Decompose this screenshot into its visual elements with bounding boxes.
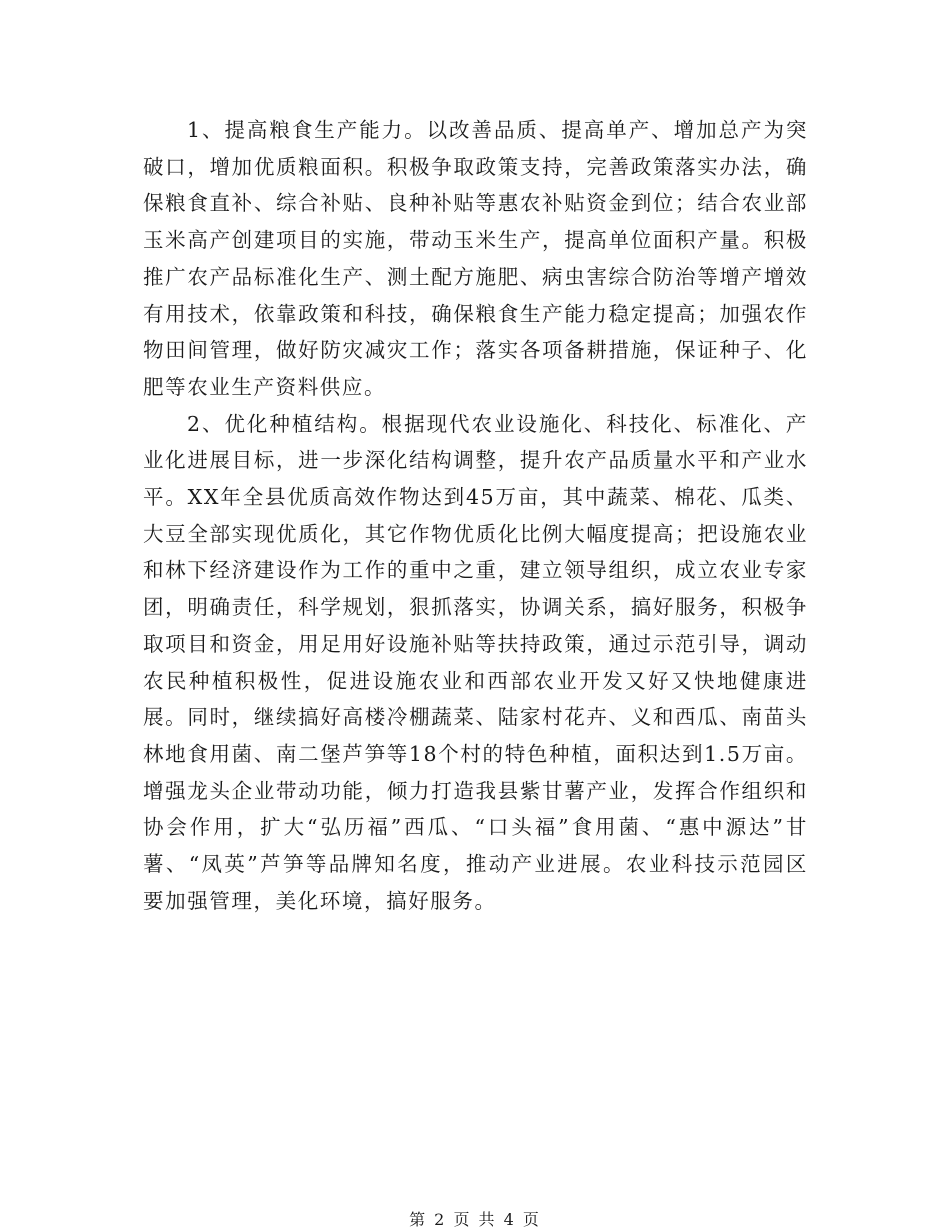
page-footer [0, 1207, 950, 1230]
page-number-label: 第 2 页 共 4 页 [409, 1210, 541, 1229]
paragraph-grain-production: 1、提高粮食生产能力。以改善品质、提高单产、增加总产为突破口，增加优质粮面积。积极争取政策支持，完善政策落实办法，确保粮食直补、综合补贴、良种补贴等惠农补贴资金到位；结合农业部玉米高产创建项目的实施，带动玉米生产，提高单位面积产量。积极推广农产品标准化生产、测土配方施肥、病虫害综合防治等增产增效有用技术，依靠政策和科技，确保粮食生产能力稳定提高；加强农作物田间管理，做好防灾减灾工作；落实各项备耕措施，保证种子、化肥等农业生产资料供应。 [143, 118, 808, 399]
paragraph-planting-structure: 2、优化种植结构。根据现代农业设施化、科技化、标准化、产业化进展目标，进一步深化结构调整，提升农产品质量水平和产业水平。XX年全县优质高效作物达到45万亩，其中蔬菜、棉花、瓜类、大豆全部实现优质化，其它作物优质化比例大幅度提高；把设施农业和林下经济建设作为工作的重中之重，建立领导组织，成立农业专家团，明确责任，科学规划，狠抓落实，协调关系，搞好服务，积极争取项目和资金，用足用好设施补贴等扶持政策，通过示范引导，调动农民种植积极性，促进设施农业和西部农业开发又好又快地健康进展。同时，继续搞好高楼冷棚蔬菜、陆家村花卉、义和西瓜、南苗头林地食用菌、南二堡芦笋等18个村的特色种植，面积达到1.5万亩。增强龙头企业带动功能，倾力打造我县紫甘薯产业，发挥合作组织和协会作用，扩大“弘历福”西瓜、“口头福”食用菌、“惠中源达”甘薯、“凤英”芦笋等品牌知名度，推动产业进展。农业科技示范园区要加强管理，美化环境，搞好服务。 [143, 411, 808, 913]
document-body [143, 112, 808, 919]
